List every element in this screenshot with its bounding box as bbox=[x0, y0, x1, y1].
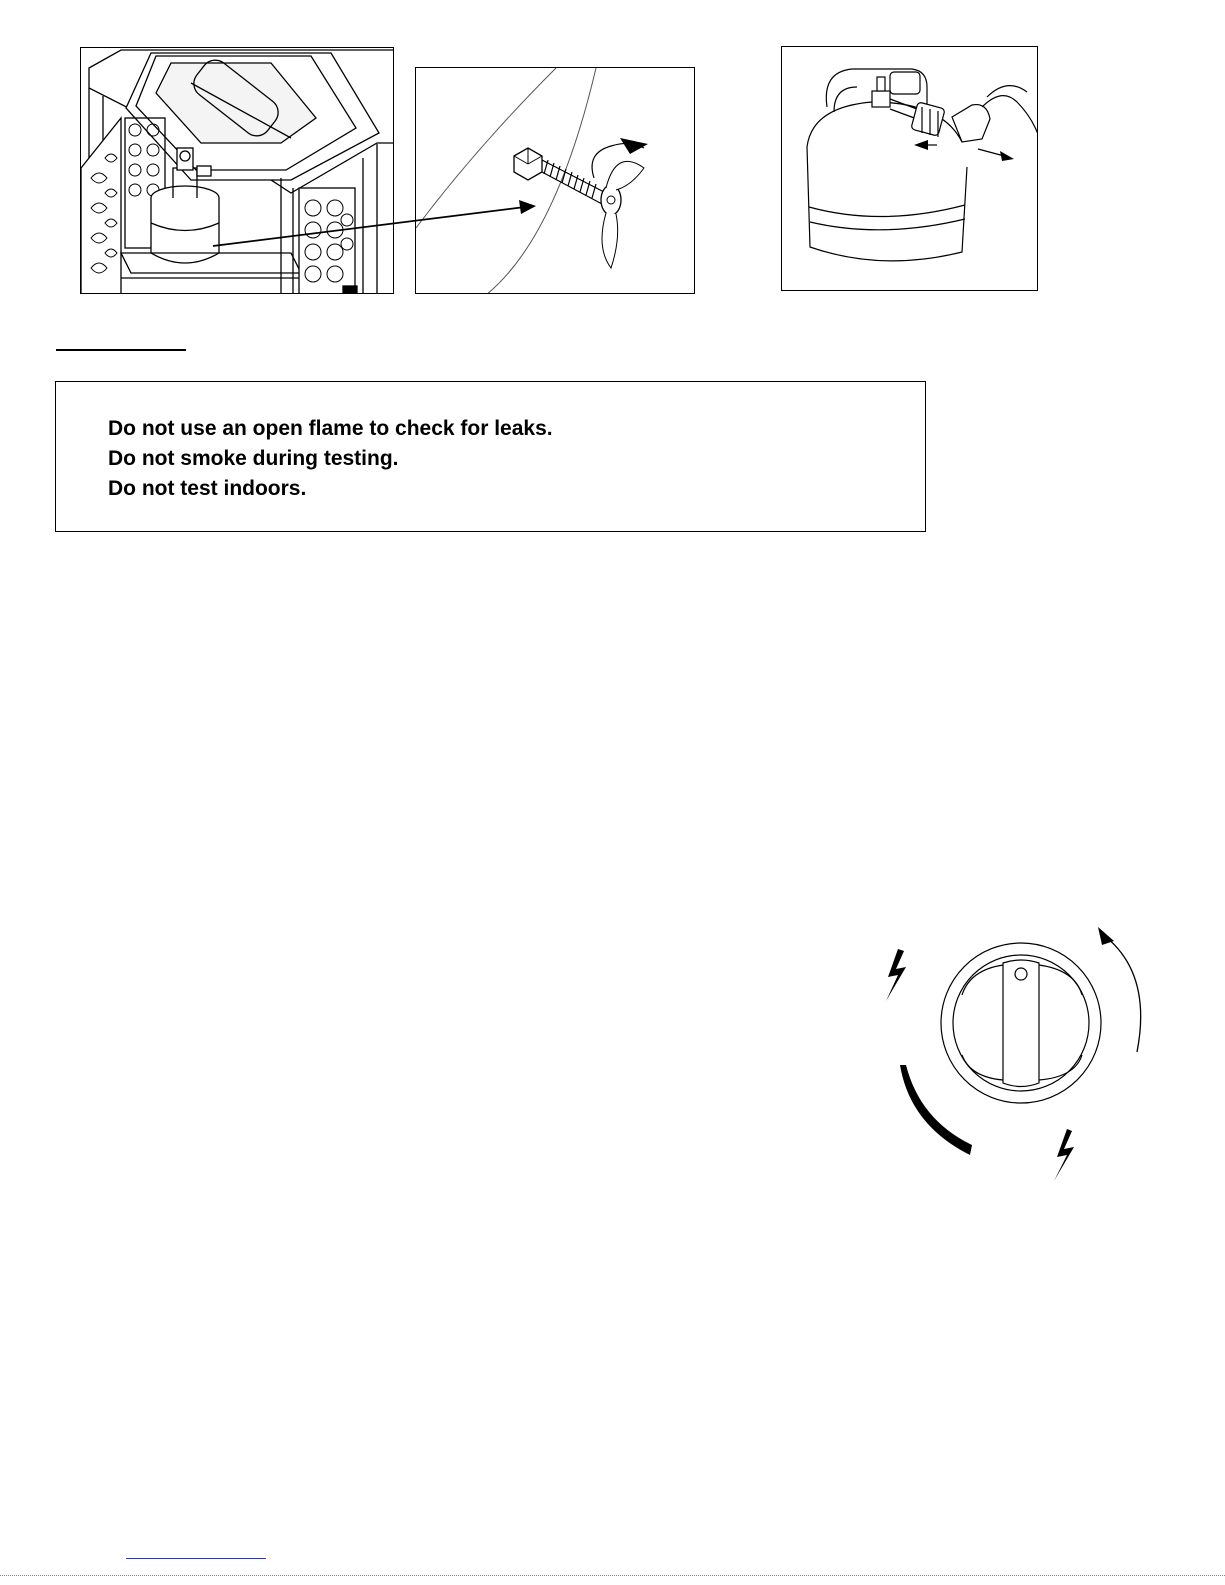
tank-illustration bbox=[782, 47, 1038, 291]
spark-icon bbox=[1054, 1129, 1074, 1181]
tank-connection-figure bbox=[781, 46, 1038, 291]
direction-arrow-icon bbox=[914, 140, 928, 150]
warning-box bbox=[55, 381, 926, 532]
warning-line: Do not test indoors. bbox=[108, 477, 307, 500]
control-knob-figure bbox=[870, 915, 1160, 1195]
footer-rule bbox=[0, 1575, 1225, 1576]
connector-arrow bbox=[0, 0, 1225, 320]
warning-line: Do not use an open flame to check for leaks. bbox=[108, 417, 553, 440]
spark-icon bbox=[886, 949, 906, 1001]
rotate-arrow-icon bbox=[900, 1065, 972, 1155]
section-heading-underline bbox=[56, 349, 186, 351]
direction-arrow-icon bbox=[1000, 151, 1014, 161]
warning-line: Do not smoke during testing. bbox=[108, 447, 399, 470]
footer-link-underline[interactable] bbox=[126, 1558, 266, 1559]
